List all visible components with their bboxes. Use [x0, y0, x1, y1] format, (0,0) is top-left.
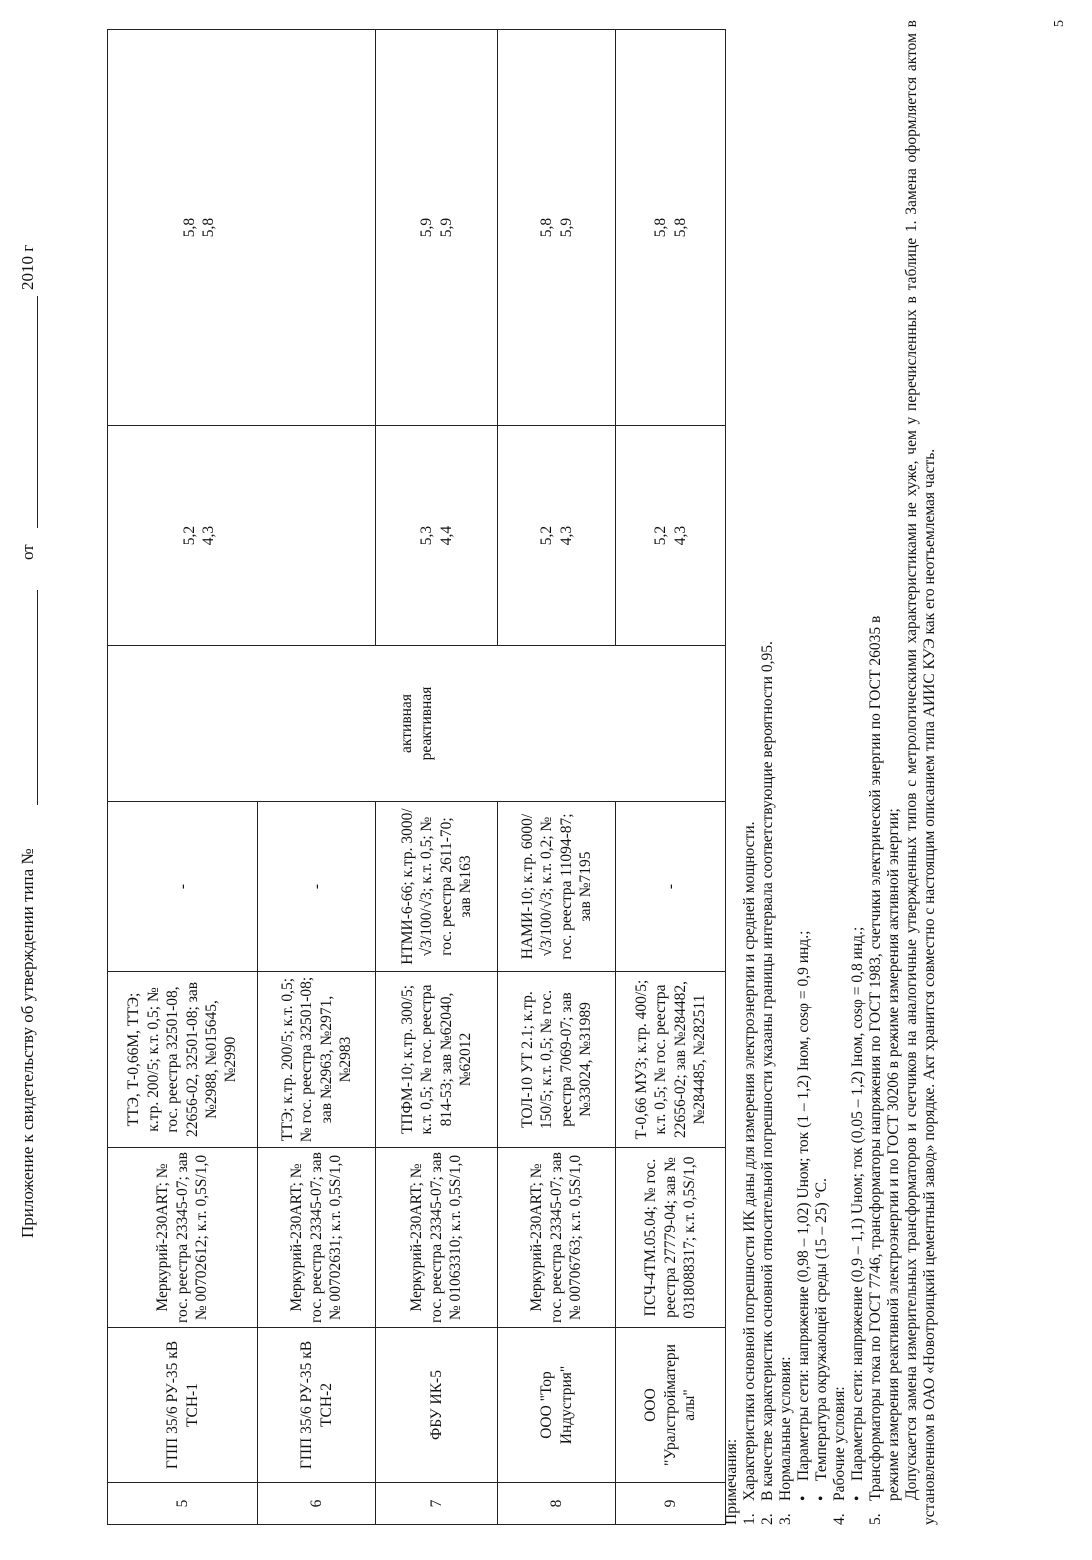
date-blank-line [37, 296, 38, 528]
note-1: 1. Характеристики основной погрешности ИК даны для измерения электроэнергии и средней мощности. [741, 821, 758, 1525]
current-transformer: Т-0,66 МУЗ; к.тр. 400/5; к.т. 0,5; № гос. реестра 22656-02; зав №284482, №284485, №282511 [616, 972, 726, 1148]
work-error-active: 5,9 [418, 217, 436, 238]
work-error-cell [498, 30, 616, 426]
object-name: ООО "Тор Индустрия" [498, 1328, 616, 1483]
row-number: 7 [376, 1483, 498, 1525]
energy-type-reactive: реактивная [417, 686, 435, 761]
note-5: 5. Трансформаторы тока по ГОСТ 7746, трансформаторы напряжения по ГОСТ 1983, счетчики электрической энергии по ГОСТ 26035 в [867, 615, 884, 1525]
main-error-cell [108, 426, 376, 646]
main-error-active: 5,3 [418, 525, 436, 546]
table-row [108, 30, 258, 1525]
main-error-active: 5,2 [652, 525, 670, 546]
work-error-active: 5,8 [538, 217, 556, 238]
note-4-bullet-1: • Параметры сети: напряжение (0,9 – 1,1) Uном; ток (0,05 – 1,2) Iном, cosφ = 0,8 инд.; [849, 926, 866, 1501]
notes-heading: Примечания: [723, 1438, 740, 1525]
note-3-bullet-1: • Параметры сети: напряжение (0,98 – 1,02) Uном; ток (1 – 1,2) Iном, cosφ = 0,9 инд.; [795, 930, 812, 1501]
object-name: ООО "Уралстройматери алы" [616, 1328, 726, 1483]
note-3: 3. Нормальные условия: [777, 1356, 794, 1525]
measurement-channels-table [107, 29, 726, 1525]
object-name: ГПП 35/6 РУ-35 кВ ТСН-2 [258, 1328, 376, 1483]
work-error-active: 5,8 [652, 217, 670, 238]
main-error-reactive: 4,3 [557, 525, 575, 546]
note-2: 2. В качестве характеристик основной относительной погрешности указаны границы интервала соответствующие вероятности 0,95. [759, 641, 776, 1525]
notes-section [723, 20, 939, 1525]
row-number: 9 [616, 1483, 726, 1525]
energy-type-active: активная [398, 694, 416, 753]
page-number: 5 [1052, 20, 1067, 27]
main-error-reactive: 4,4 [437, 525, 455, 546]
object-name: ГПП 35/6 РУ-35 кВ ТСН-1 [108, 1328, 258, 1483]
work-error-reactive: 5,9 [437, 217, 455, 238]
current-transformer: ТТЭ; к.тр. 200/5; к.т. 0,5; № гос. реестра 32501-08; зав №2963, №2971, №2983 [258, 972, 376, 1148]
main-error-active: 5,2 [181, 525, 198, 546]
main-error-cell [376, 426, 498, 646]
voltage-transformer: - [108, 802, 258, 972]
voltage-transformer: - [258, 802, 376, 972]
meter-info: Меркурий-230ART; № гос. реестра 23345-07; зав № 00702631; к.т. 0,5S/1,0 [258, 1148, 376, 1328]
object-name: ФБУ ИК-5 [376, 1328, 498, 1483]
work-error-reactive: 5,9 [557, 217, 575, 238]
meter-info: ПСЧ-4ТМ.05.04; № гос. реестра 27779-04; зав № 0318088317; к.т. 0,5S/1,0 [616, 1148, 726, 1328]
main-error-cell [498, 426, 616, 646]
voltage-transformer: НТМИ-6-66; к.тр. 3000/√3/100/√3; к.т. 0,5; № гос. реестра 2611-70; зав №163 [376, 802, 498, 972]
notes-footer-paragraph: Допускается замена измерительных трансформаторов и счетчиков на аналогичные утвержденных типов с метрологическими характеристиками не хуже, чем у перечисленных в таблице 1. Замена оформляется актом в установленном в ОАО «Новотроицкий цементный завод» порядке. Акт хранится совместно с настоящим описанием типа АИИС КУЭ как его неотъемлемая часть. [903, 20, 938, 1525]
work-error-reactive: 5,8 [671, 217, 689, 238]
meter-info: Меркурий-230ART; № гос. реестра 23345-07; зав № 00706763; к.т. 0,5S/1,0 [498, 1148, 616, 1328]
header-title: Приложение к свидетельству об утверждении типа № [18, 848, 37, 1238]
meter-info: Меркурий-230ART; № гос. реестра 23345-07; зав № 01063310; к.т. 0,5S/1,0 [376, 1148, 498, 1328]
current-transformer: ТПФМ-10; к.тр. 300/5; к.т. 0,5; № гос. реестра 814-53; зав №62040, №62012 [376, 972, 498, 1148]
number-blank-line [37, 590, 38, 805]
work-error-cell [616, 30, 726, 426]
main-error-reactive: 4,3 [200, 525, 218, 546]
row-number: 5 [108, 1483, 258, 1525]
main-error-active: 5,2 [538, 525, 556, 546]
header-year: 2010 г [18, 244, 37, 290]
note-4: 4. Рабочие условия: [831, 1386, 848, 1525]
note-3-bullet-2: • Температура окружающей среды (15 – 25) °С. [813, 1178, 830, 1501]
current-transformer: ТОЛ-10 УТ 2.1; к.тр. 150/5; к.т. 0,5; № гос. реестра 7069-07; зав №33024, №31989 [498, 972, 616, 1148]
meter-info: Меркурий-230ART; № гос. реестра 23345-07; зав № 00702612; к.т. 0,5S/1,0 [108, 1148, 258, 1328]
energy-type-cell [108, 646, 726, 802]
work-error-cell [376, 30, 498, 426]
main-error-reactive: 4,3 [671, 525, 689, 546]
voltage-transformer: - [616, 802, 726, 972]
note-5-continuation: режиме измерения реактивной электроэнергии и по ГОСТ 30206 в режиме измерения активной энергии; [885, 808, 902, 1501]
work-error-cell [108, 30, 376, 426]
main-error-cell [616, 426, 726, 646]
voltage-transformer: НАМИ-10; к.тр. 6000/√3/100/√3; к.т. 0,2; № гос. реестра 11094-87; зав №7195 [498, 802, 616, 972]
current-transformer: ТТЭ, Т-0,66М, ТТЭ; к.тр. 200/5; к.т. 0,5; № гос. реестра 32501-08, 22656-02, 32501-08; зав №2988, №015645, №2990 [108, 972, 258, 1148]
header-from-label: от [18, 544, 37, 560]
work-error-reactive: 5,8 [200, 217, 218, 238]
row-number: 6 [258, 1483, 376, 1525]
row-number: 8 [498, 1483, 616, 1525]
work-error-active: 5,8 [181, 217, 198, 238]
